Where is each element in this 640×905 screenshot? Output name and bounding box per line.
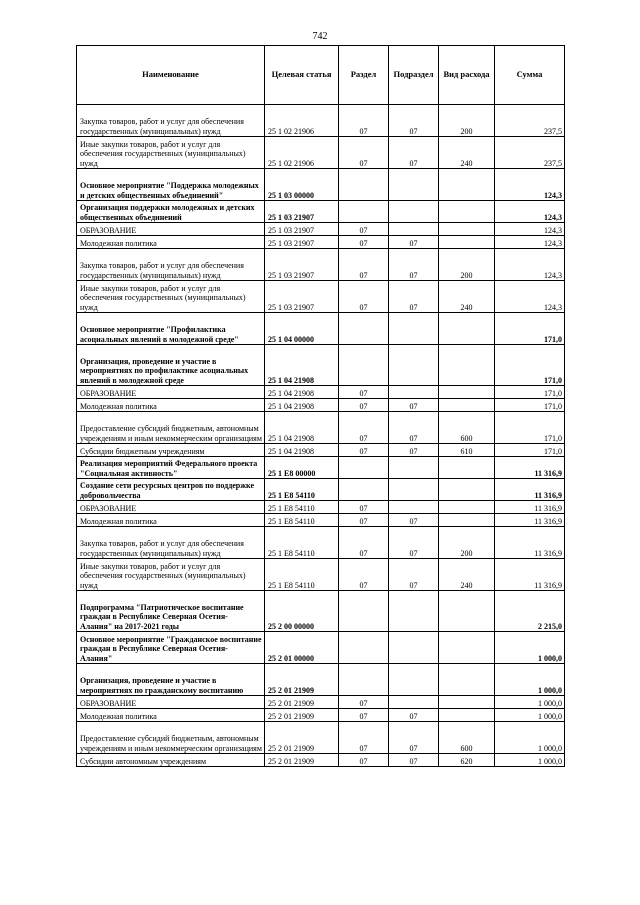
cell-expense-type: 610 [439,444,495,457]
cell-expense-type [439,345,495,386]
cell-name: Молодежная политика [77,709,265,722]
cell-subsection: 07 [389,412,439,444]
cell-expense-type [439,236,495,249]
cell-name: Предоставление субсидий бюджетным, автономным учреждениям и иным некоммерческим организациям [77,722,265,754]
table-row [77,313,565,345]
cell-section: 07 [339,696,389,709]
cell-section [339,591,389,632]
cell-subsection [389,501,439,514]
cell-expense-type [439,501,495,514]
cell-section: 07 [339,527,389,559]
cell-target: 25 2 00 00000 [265,591,339,632]
cell-expense-type: 600 [439,722,495,754]
cell-target: 25 2 01 21909 [265,709,339,722]
cell-sum: 171,0 [495,444,565,457]
table-row [77,709,565,722]
cell-subsection [389,664,439,696]
header-target: Целевая статья [265,46,339,105]
cell-name: Предоставление субсидий бюджетным, автономным учреждениям и иным некоммерческим организациям [77,412,265,444]
cell-name: Иные закупки товаров, работ и услуг для обеспечения государственных (муниципальных) нужд [77,137,265,169]
cell-section: 07 [339,249,389,281]
cell-section: 07 [339,559,389,591]
cell-sum: 1 000,0 [495,754,565,767]
table-row [77,559,565,591]
cell-sum: 11 316,9 [495,559,565,591]
header-name: Наименование [77,46,265,105]
budget-table [76,45,565,767]
cell-name: Основное мероприятие "Поддержка молодежных и детских общественных объединений" [77,169,265,201]
cell-name: Молодежная политика [77,514,265,527]
cell-sum: 11 316,9 [495,479,565,501]
cell-subsection: 07 [389,105,439,137]
cell-subsection [389,457,439,479]
cell-target: 25 1 04 21908 [265,412,339,444]
table-row [77,105,565,137]
table-row [77,412,565,444]
cell-subsection: 07 [389,709,439,722]
cell-target: 25 1 03 21907 [265,201,339,223]
cell-section: 07 [339,105,389,137]
cell-expense-type: 240 [439,281,495,313]
cell-target: 25 1 02 21906 [265,105,339,137]
cell-subsection: 07 [389,722,439,754]
table-row [77,169,565,201]
cell-name: ОБРАЗОВАНИЕ [77,386,265,399]
table-row [77,591,565,632]
table-row [77,444,565,457]
cell-subsection [389,386,439,399]
cell-name: Основное мероприятие "Профилактика асоциальных явлений в молодежной среде" [77,313,265,345]
cell-sum: 171,0 [495,386,565,399]
cell-name: Закупка товаров, работ и услуг для обеспечения государственных (муниципальных) нужд [77,249,265,281]
cell-sum: 11 316,9 [495,514,565,527]
cell-section [339,169,389,201]
cell-sum: 124,3 [495,223,565,236]
cell-sum: 237,5 [495,105,565,137]
table-row [77,399,565,412]
cell-target: 25 1 02 21906 [265,137,339,169]
cell-expense-type [439,457,495,479]
cell-section [339,457,389,479]
table-body [77,105,565,767]
cell-target: 25 1 04 00000 [265,313,339,345]
cell-section [339,664,389,696]
cell-subsection: 07 [389,281,439,313]
cell-section: 07 [339,137,389,169]
cell-section: 07 [339,399,389,412]
cell-name: ОБРАЗОВАНИЕ [77,223,265,236]
cell-section: 07 [339,386,389,399]
cell-sum: 171,0 [495,412,565,444]
cell-section [339,201,389,223]
cell-subsection [389,169,439,201]
cell-target: 25 1 03 21907 [265,236,339,249]
table-row [77,664,565,696]
cell-expense-type [439,399,495,412]
cell-target: 25 1 04 21908 [265,399,339,412]
cell-section: 07 [339,709,389,722]
table-row [77,696,565,709]
cell-sum: 124,3 [495,249,565,281]
cell-subsection [389,345,439,386]
cell-target: 25 2 01 00000 [265,632,339,664]
cell-section [339,313,389,345]
cell-subsection: 07 [389,249,439,281]
cell-name: Закупка товаров, работ и услуг для обеспечения государственных (муниципальных) нужд [77,527,265,559]
cell-sum: 1 000,0 [495,696,565,709]
cell-target: 25 1 E8 54110 [265,559,339,591]
cell-subsection [389,632,439,664]
cell-target: 25 1 04 21908 [265,386,339,399]
cell-name: Основное мероприятие "Гражданское воспитание граждан в Республике Северная Осетия- Алания" [77,632,265,664]
table-row [77,501,565,514]
cell-expense-type [439,632,495,664]
cell-target: 25 1 E8 54110 [265,514,339,527]
cell-expense-type [439,709,495,722]
cell-section: 07 [339,722,389,754]
cell-subsection [389,223,439,236]
cell-subsection [389,201,439,223]
table-row [77,722,565,754]
header-subsection: Подраздел [389,46,439,105]
cell-name: Иные закупки товаров, работ и услуг для обеспечения государственных (муниципальных) нужд [77,281,265,313]
table-row [77,236,565,249]
cell-section: 07 [339,236,389,249]
cell-sum: 124,3 [495,169,565,201]
table-row [77,527,565,559]
cell-section: 07 [339,501,389,514]
cell-expense-type [439,386,495,399]
cell-expense-type [439,201,495,223]
cell-expense-type: 200 [439,249,495,281]
cell-sum: 11 316,9 [495,527,565,559]
cell-sum: 1 000,0 [495,722,565,754]
cell-expense-type [439,223,495,236]
table-row [77,249,565,281]
cell-target: 25 2 01 21909 [265,754,339,767]
cell-expense-type: 240 [439,137,495,169]
table-row [77,281,565,313]
cell-sum: 11 316,9 [495,501,565,514]
table-row [77,137,565,169]
cell-expense-type: 200 [439,527,495,559]
cell-target: 25 2 01 21909 [265,664,339,696]
cell-subsection: 07 [389,559,439,591]
cell-expense-type [439,479,495,501]
cell-name: Субсидии автономным учреждениям [77,754,265,767]
cell-sum: 237,5 [495,137,565,169]
cell-expense-type [439,169,495,201]
cell-target: 25 1 E8 00000 [265,457,339,479]
cell-sum: 124,3 [495,281,565,313]
cell-target: 25 2 01 21909 [265,722,339,754]
cell-name: Подпрограмма "Патриотическое воспитание граждан в Республике Северная Осетия- Алания" на 2017-2021 годы [77,591,265,632]
table-row [77,514,565,527]
cell-name: Создание сети ресурсных центров по поддержке добровольчества [77,479,265,501]
cell-subsection [389,591,439,632]
cell-subsection [389,313,439,345]
cell-name: Молодежная политика [77,399,265,412]
cell-target: 25 1 03 21907 [265,249,339,281]
cell-sum: 124,3 [495,236,565,249]
cell-name: Иные закупки товаров, работ и услуг для обеспечения государственных (муниципальных) нужд [77,559,265,591]
cell-sum: 1 000,0 [495,709,565,722]
cell-expense-type [439,313,495,345]
cell-sum: 171,0 [495,345,565,386]
cell-subsection: 07 [389,754,439,767]
cell-sum: 1 000,0 [495,664,565,696]
table-row [77,632,565,664]
cell-expense-type [439,514,495,527]
cell-subsection: 07 [389,514,439,527]
cell-section: 07 [339,412,389,444]
cell-target: 25 1 E8 54110 [265,501,339,514]
cell-section: 07 [339,754,389,767]
header-sum: Сумма [495,46,565,105]
cell-sum: 2 215,0 [495,591,565,632]
cell-target: 25 1 03 21907 [265,281,339,313]
cell-target: 25 2 01 21909 [265,696,339,709]
table-header-row [77,46,565,105]
page-number: 742 [312,31,328,42]
table-row [77,479,565,501]
cell-sum: 171,0 [495,313,565,345]
cell-target: 25 1 03 21907 [265,223,339,236]
table-row [77,457,565,479]
cell-name: Молодежная политика [77,236,265,249]
cell-subsection: 07 [389,236,439,249]
cell-subsection: 07 [389,444,439,457]
cell-subsection: 07 [389,527,439,559]
cell-sum: 124,3 [495,201,565,223]
cell-subsection: 07 [389,399,439,412]
cell-expense-type: 600 [439,412,495,444]
cell-expense-type [439,664,495,696]
table-row [77,386,565,399]
cell-name: Организация, проведение и участие в мероприятиях по гражданскому воспитанию [77,664,265,696]
header-section: Раздел [339,46,389,105]
cell-name: Закупка товаров, работ и услуг для обеспечения государственных (муниципальных) нужд [77,105,265,137]
cell-target: 25 1 04 21908 [265,345,339,386]
cell-expense-type [439,696,495,709]
cell-expense-type: 240 [439,559,495,591]
cell-target: 25 1 E8 54110 [265,527,339,559]
cell-name: Субсидии бюджетным учреждениям [77,444,265,457]
cell-name: Организация поддержки молодежных и детских общественных объединений [77,201,265,223]
cell-section: 07 [339,514,389,527]
header-expense-type: Вид расхода [439,46,495,105]
cell-expense-type [439,591,495,632]
table-row [77,754,565,767]
cell-section: 07 [339,444,389,457]
cell-section: 07 [339,223,389,236]
cell-name: ОБРАЗОВАНИЕ [77,696,265,709]
cell-name: ОБРАЗОВАНИЕ [77,501,265,514]
table-row [77,345,565,386]
cell-target: 25 1 03 00000 [265,169,339,201]
cell-subsection [389,696,439,709]
cell-subsection: 07 [389,137,439,169]
cell-sum: 11 316,9 [495,457,565,479]
cell-sum: 1 000,0 [495,632,565,664]
cell-name: Реализация мероприятий Федерального проекта "Социальная активность" [77,457,265,479]
table-row [77,223,565,236]
cell-expense-type: 200 [439,105,495,137]
cell-section [339,632,389,664]
cell-section: 07 [339,281,389,313]
cell-expense-type: 620 [439,754,495,767]
cell-target: 25 1 04 21908 [265,444,339,457]
table-row [77,201,565,223]
cell-section [339,479,389,501]
cell-section [339,345,389,386]
cell-sum: 171,0 [495,399,565,412]
cell-name: Организация, проведение и участие в мероприятиях по профилактике асоциальных явлений в молодежной среде [77,345,265,386]
cell-subsection [389,479,439,501]
cell-target: 25 1 E8 54110 [265,479,339,501]
